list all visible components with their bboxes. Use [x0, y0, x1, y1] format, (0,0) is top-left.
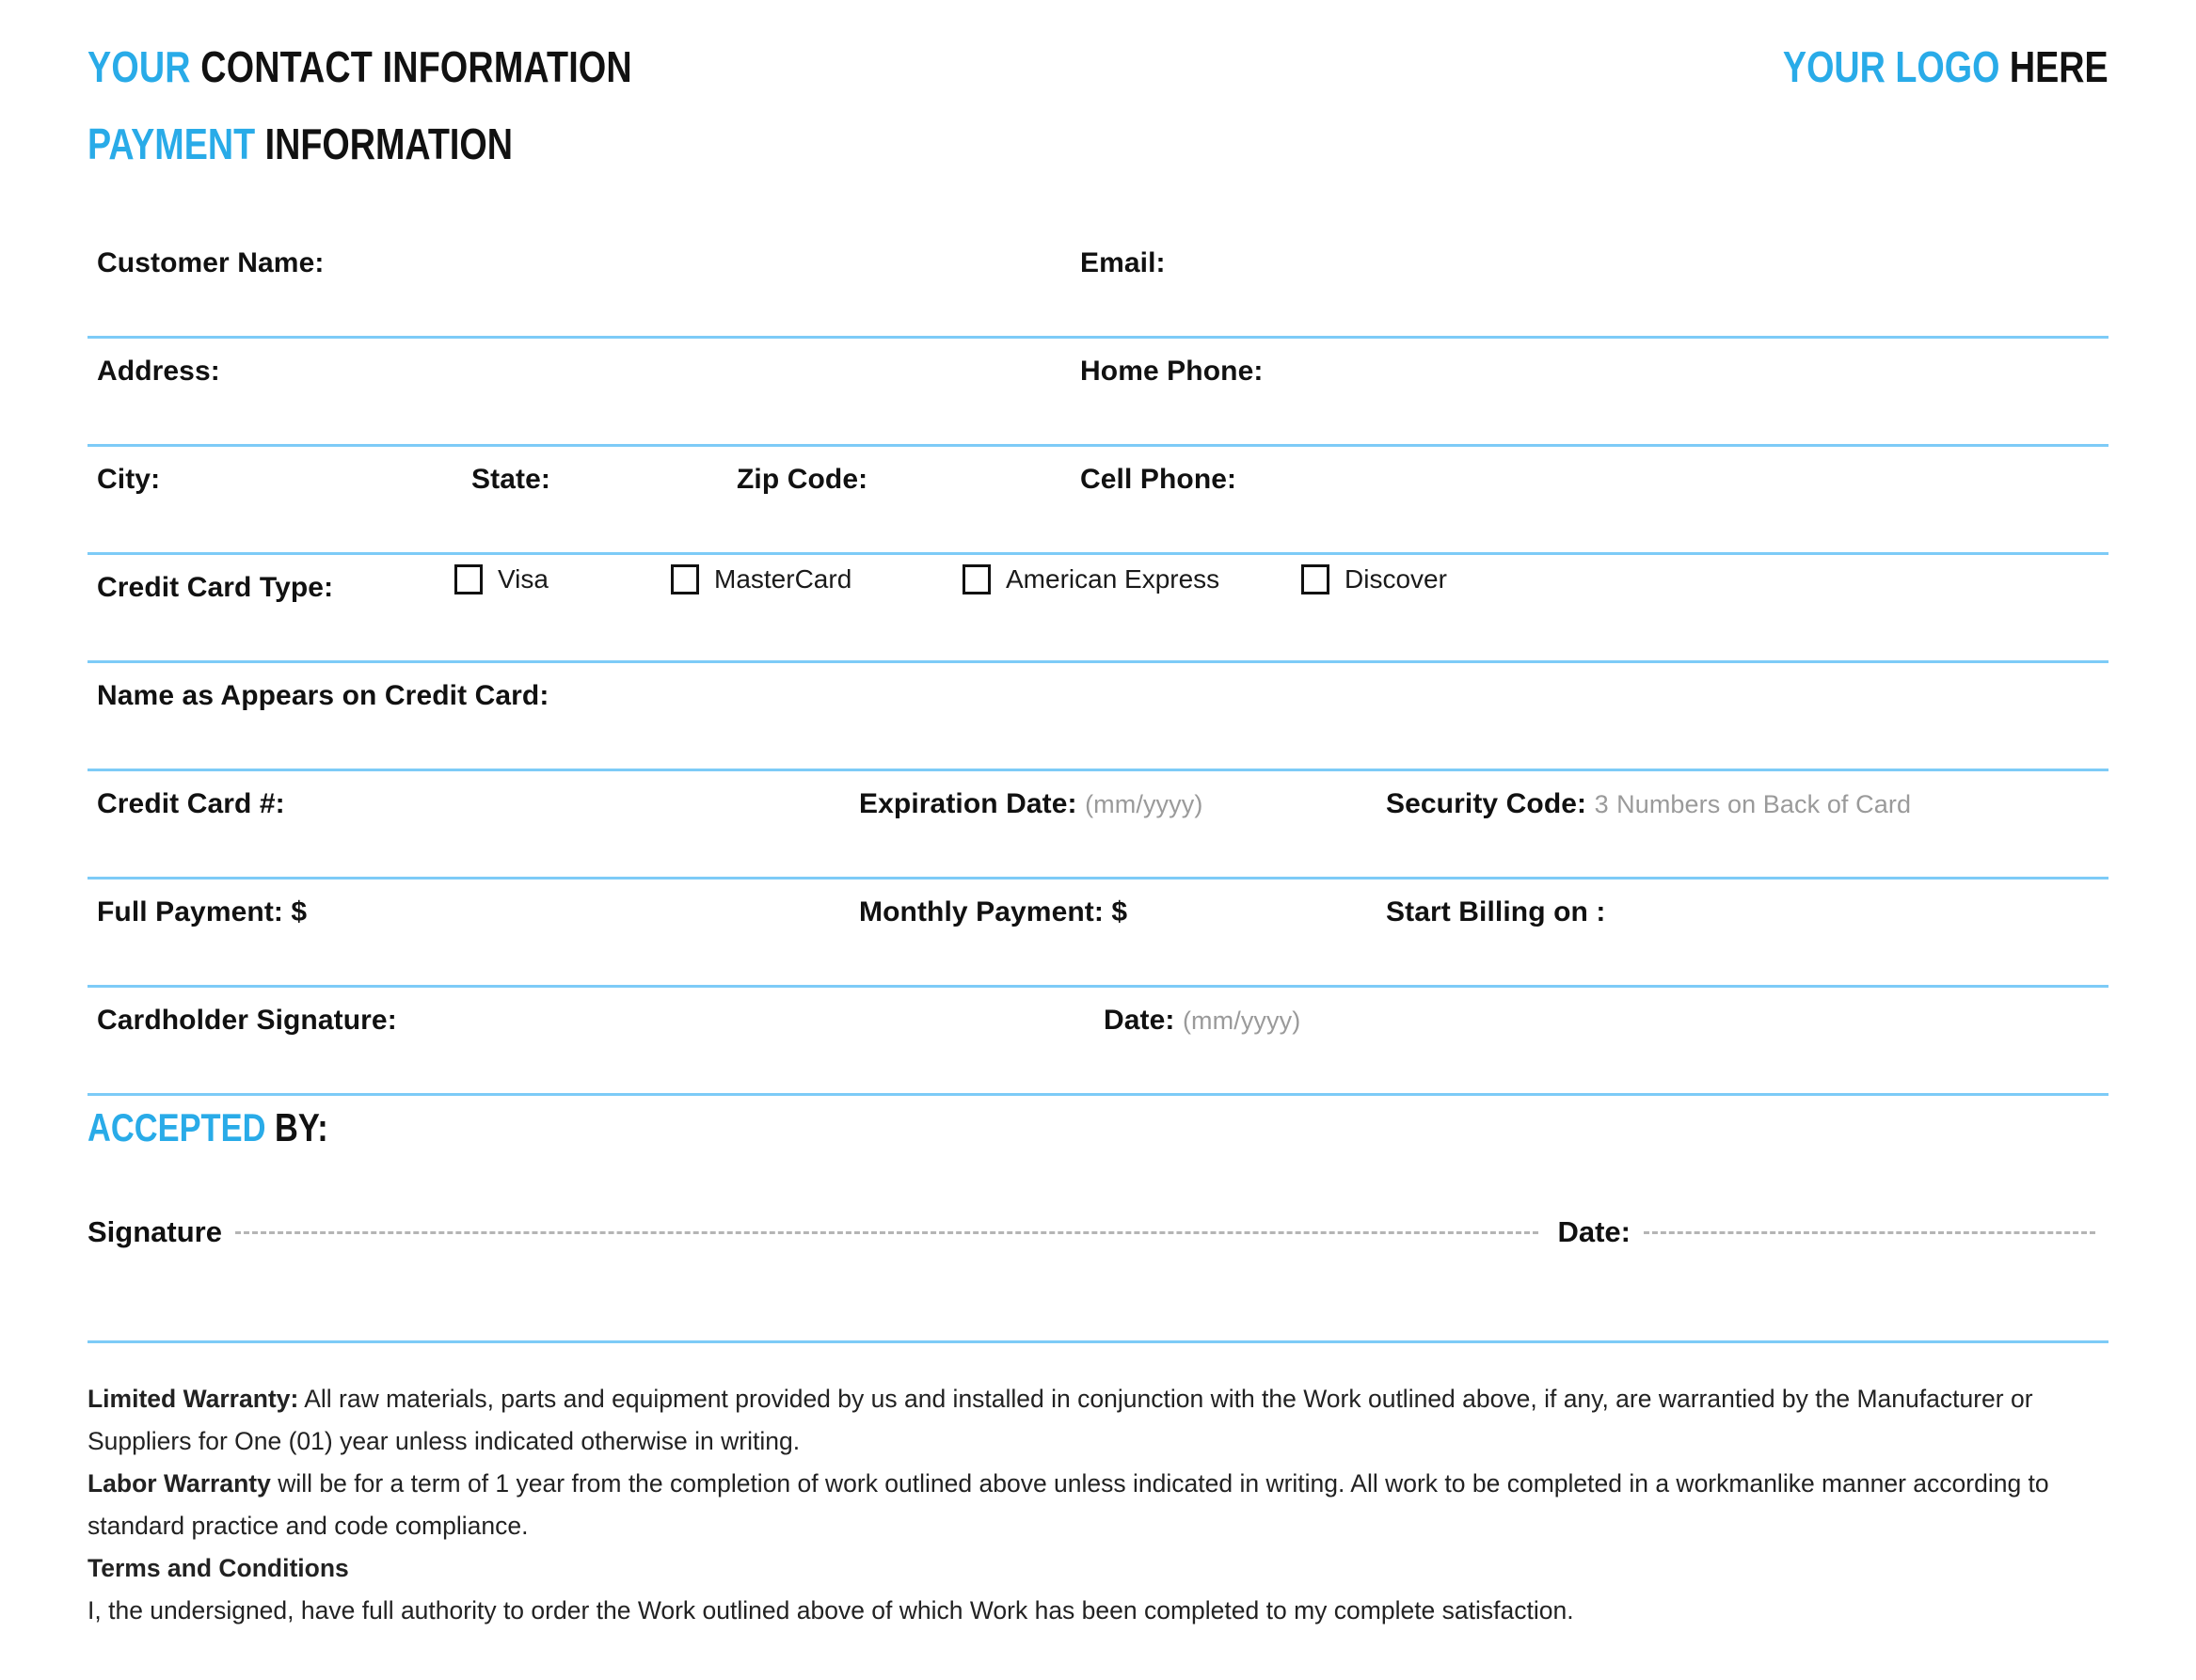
hint-security-code-number: 3 [1594, 790, 1609, 818]
section-title-accepted-by [88, 1105, 328, 1149]
terms-and-warranty-section [88, 1378, 2108, 1632]
checkbox-label-discover: Discover [1345, 564, 1447, 594]
limited-warranty-label: Limited Warranty: [88, 1385, 299, 1413]
label-credit-card-type: Credit Card Type: [97, 572, 334, 603]
logo-placeholder-accent: YOUR LOGO [1783, 42, 2000, 91]
page-title-rest: CONTACT INFORMATION [200, 42, 632, 91]
checkbox-icon-discover[interactable] [1301, 564, 1329, 594]
checkbox-option-american-express[interactable] [963, 564, 1301, 594]
signature-write-line[interactable] [235, 1231, 1539, 1234]
form-row-address-home-phone [88, 339, 2108, 447]
label-expiration-date-text: Expiration Date: [859, 788, 1077, 819]
checkbox-icon-mastercard[interactable] [671, 564, 699, 594]
form-row-cardholder-signature [88, 988, 2108, 1096]
hint-cardholder-date-format: (mm/yyyy) [1182, 1006, 1301, 1035]
checkbox-icon-visa[interactable] [454, 564, 483, 594]
terms-divider [88, 1340, 2108, 1343]
date-write-line[interactable] [1644, 1231, 2095, 1234]
credit-card-type-options [454, 564, 1447, 594]
form-row-card-number-expiration-security [88, 771, 2108, 880]
form-row-payment-amounts [88, 880, 2108, 988]
label-city: City: [97, 464, 161, 495]
terms-and-conditions-body: I, the undersigned, have full authority to order the Work outlined above of which Work has been completed to my complete satisfaction. [88, 1596, 1574, 1625]
label-customer-name: Customer Name: [97, 247, 325, 278]
label-cardholder-date [1104, 1005, 1300, 1037]
page-title [88, 42, 632, 91]
labor-warranty-label: Labor Warranty [88, 1469, 271, 1498]
logo-placeholder [1783, 42, 2108, 91]
label-start-billing-on: Start Billing on : [1386, 896, 1606, 927]
form-row-city-state-zip-cell [88, 447, 2108, 555]
limited-warranty-paragraph [88, 1378, 2108, 1463]
label-home-phone: Home Phone: [1080, 356, 1264, 387]
label-expiration-date [859, 788, 1202, 820]
acceptance-signature-row [88, 1215, 2108, 1249]
label-security-code-text: Security Code: [1386, 788, 1587, 819]
label-security-code [1386, 788, 1911, 820]
checkbox-label-mastercard: MasterCard [714, 564, 852, 594]
hint-expiration-format: (mm/yyyy) [1085, 790, 1203, 818]
accepted-by-rest: BY: [275, 1105, 328, 1149]
label-acceptance-date: Date: [1557, 1215, 1631, 1248]
label-zip-code: Zip Code: [737, 464, 868, 495]
label-monthly-payment: Monthly Payment: $ [859, 896, 1128, 927]
label-email: Email: [1080, 247, 1166, 278]
header [88, 0, 2108, 168]
label-full-payment: Full Payment: $ [97, 896, 308, 927]
checkbox-option-discover[interactable] [1301, 564, 1447, 594]
checkbox-option-mastercard[interactable] [671, 564, 963, 594]
label-cell-phone: Cell Phone: [1080, 464, 1237, 495]
terms-and-conditions-heading: Terms and Conditions [88, 1554, 349, 1582]
form-row-name-email [88, 230, 2108, 339]
section-title-payment-information [88, 119, 513, 168]
label-name-on-credit-card: Name as Appears on Credit Card: [97, 680, 549, 711]
section-title-rest: INFORMATION [264, 119, 513, 168]
label-credit-card-number: Credit Card #: [97, 788, 285, 819]
checkbox-label-american-express: American Express [1006, 564, 1220, 594]
accepted-by-accent: ACCEPTED [88, 1105, 266, 1149]
hint-security-code-text: Numbers on Back of Card [1616, 790, 1912, 818]
form-row-credit-card-type [88, 555, 2108, 663]
checkbox-icon-american-express[interactable] [963, 564, 991, 594]
checkbox-label-visa: Visa [498, 564, 549, 594]
label-address: Address: [97, 356, 220, 387]
labor-warranty-paragraph [88, 1463, 2108, 1547]
form-row-name-on-card [88, 663, 2108, 771]
label-cardholder-signature: Cardholder Signature: [97, 1005, 397, 1036]
form-fields-table [88, 230, 2108, 1096]
limited-warranty-text: All raw materials, parts and equipment provided by us and installed in conjunction with the Work outlined above, if any, are warrantied by the Manufacturer or Suppliers for One (01) year unless indicated otherwise in writing. [88, 1385, 2033, 1455]
label-acceptance-signature: Signature [88, 1215, 222, 1248]
page-title-accent: YOUR [88, 42, 191, 91]
logo-placeholder-rest: HERE [2010, 42, 2108, 91]
label-state: State: [471, 464, 550, 495]
label-cardholder-date-text: Date: [1104, 1005, 1175, 1036]
section-title-accent: PAYMENT [88, 119, 256, 168]
labor-warranty-text: will be for a term of 1 year from the completion of work outlined above unless indicated in writing. All work to be completed in a workmanlike manner according to standard practice and code compliance. [88, 1469, 2049, 1540]
checkbox-option-visa[interactable] [454, 564, 671, 594]
